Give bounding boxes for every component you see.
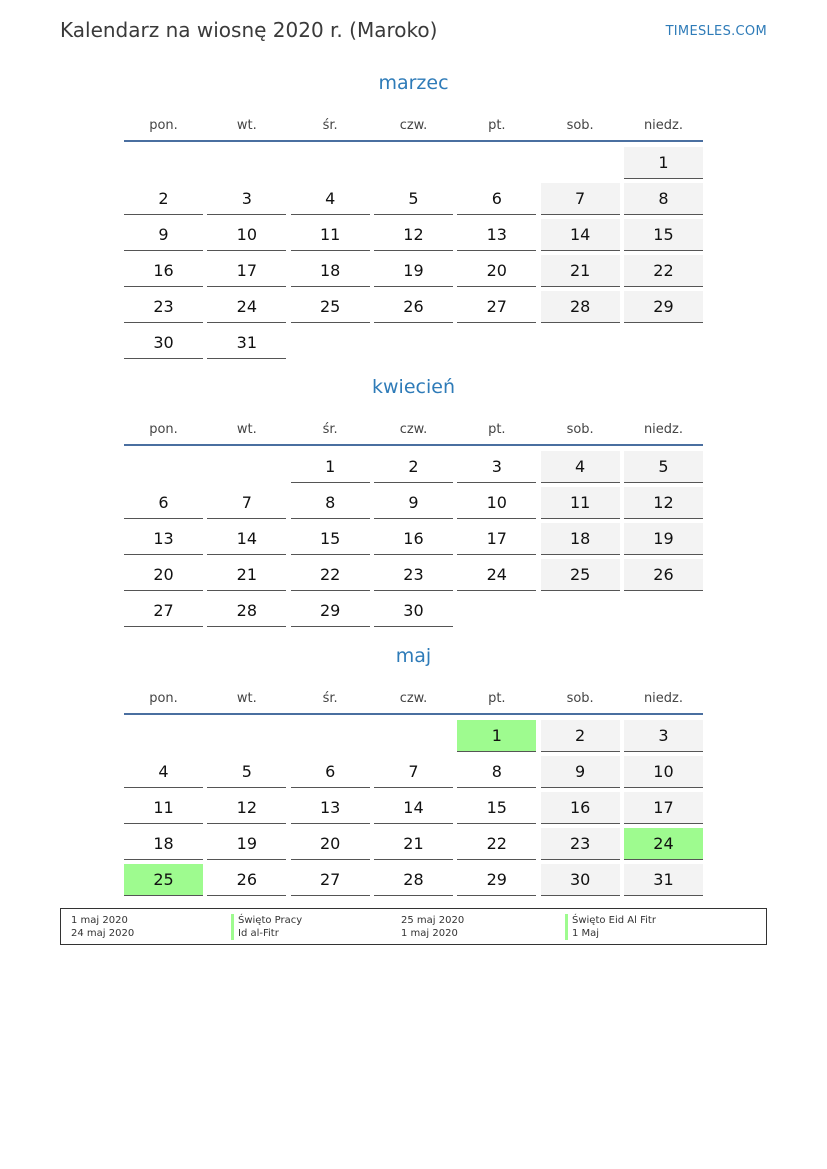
day-cell: 10 <box>624 756 703 788</box>
day-cell: 21 <box>207 559 286 591</box>
day-cell: 23 <box>374 559 453 591</box>
weekday-label: wt. <box>236 421 257 437</box>
holiday-day-cell: 24 <box>624 828 703 860</box>
weekday-label: czw. <box>399 690 428 706</box>
day-cell: 23 <box>541 828 620 860</box>
page-title: Kalendarz na wiosnę 2020 r. (Maroko) <box>60 18 438 42</box>
legend-holiday-name: Święto Eid Al Fitr <box>565 914 656 927</box>
weekday-label: pon. <box>149 421 178 437</box>
weekday-label: niedz. <box>643 690 683 706</box>
day-cell: 21 <box>374 828 453 860</box>
day-cell: 19 <box>207 828 286 860</box>
day-cell: 27 <box>457 291 536 323</box>
day-cell: 7 <box>374 756 453 788</box>
week-row <box>124 595 703 631</box>
legend-holiday-name: Id al-Fitr <box>231 927 279 940</box>
weekday-label: niedz. <box>643 421 683 437</box>
day-cell: 17 <box>624 792 703 824</box>
weekday-label: sob. <box>566 117 594 133</box>
weekday-label: pon. <box>149 690 178 706</box>
day-cell: 11 <box>541 487 620 519</box>
empty-cell <box>207 451 286 482</box>
day-cell: 26 <box>207 864 286 896</box>
day-cell: 25 <box>291 291 370 323</box>
day-cell: 20 <box>457 255 536 287</box>
empty-cell <box>541 147 620 178</box>
day-cell: 30 <box>124 327 203 359</box>
day-cell: 12 <box>374 219 453 251</box>
empty-cell <box>457 147 536 178</box>
week-row <box>124 756 703 792</box>
weekday-label: czw. <box>399 421 428 437</box>
day-cell: 4 <box>541 451 620 483</box>
empty-cell <box>124 147 203 178</box>
empty-cell <box>291 720 370 751</box>
day-cell: 5 <box>374 183 453 215</box>
week-row <box>124 720 703 756</box>
weekday-label: śr. <box>322 421 338 437</box>
empty-cell <box>207 720 286 751</box>
day-cell: 27 <box>124 595 203 627</box>
day-cell: 2 <box>541 720 620 752</box>
day-cell: 6 <box>124 487 203 519</box>
weekday-label: pt. <box>488 690 506 706</box>
day-cell: 1 <box>291 451 370 483</box>
day-cell: 28 <box>374 864 453 896</box>
week-row <box>124 219 703 255</box>
weekday-header <box>124 414 703 446</box>
day-cell: 4 <box>124 756 203 788</box>
month-title: marzec <box>378 72 449 94</box>
day-cell: 6 <box>291 756 370 788</box>
day-cell: 16 <box>374 523 453 555</box>
month-title: kwiecień <box>372 376 455 398</box>
day-cell: 8 <box>291 487 370 519</box>
weekday-label: pt. <box>488 117 506 133</box>
day-cell: 17 <box>207 255 286 287</box>
day-cell: 2 <box>374 451 453 483</box>
day-cell: 28 <box>207 595 286 627</box>
day-cell: 30 <box>541 864 620 896</box>
week-row <box>124 327 703 363</box>
day-cell: 14 <box>207 523 286 555</box>
weekday-label: wt. <box>236 117 257 133</box>
day-cell: 15 <box>624 219 703 251</box>
day-cell: 9 <box>124 219 203 251</box>
day-cell: 4 <box>291 183 370 215</box>
day-cell: 20 <box>291 828 370 860</box>
day-cell: 13 <box>291 792 370 824</box>
month-title: maj <box>395 645 432 667</box>
weekday-label: sob. <box>566 421 594 437</box>
holiday-day-cell: 1 <box>457 720 536 752</box>
holiday-day-cell: 25 <box>124 864 203 896</box>
day-cell: 24 <box>457 559 536 591</box>
weekday-header <box>124 683 703 715</box>
empty-cell <box>207 147 286 178</box>
day-cell: 31 <box>207 327 286 359</box>
day-cell: 2 <box>124 183 203 215</box>
week-row <box>124 792 703 828</box>
weekday-header <box>124 110 703 142</box>
week-row <box>124 291 703 327</box>
empty-cell <box>374 720 453 751</box>
day-cell: 10 <box>207 219 286 251</box>
day-cell: 31 <box>624 864 703 896</box>
day-cell: 16 <box>541 792 620 824</box>
day-cell: 25 <box>541 559 620 591</box>
month-april <box>124 372 703 631</box>
week-row <box>124 487 703 523</box>
day-cell: 12 <box>207 792 286 824</box>
day-grid <box>124 147 703 363</box>
day-cell: 27 <box>291 864 370 896</box>
empty-cell <box>124 451 203 482</box>
day-cell: 24 <box>207 291 286 323</box>
week-row <box>124 828 703 864</box>
legend-date: 1 maj 2020 <box>401 928 458 939</box>
day-cell: 30 <box>374 595 453 627</box>
day-cell: 13 <box>124 523 203 555</box>
day-cell: 18 <box>291 255 370 287</box>
month-may <box>124 641 703 900</box>
day-cell: 3 <box>457 451 536 483</box>
day-cell: 23 <box>124 291 203 323</box>
legend-date: 25 maj 2020 <box>401 915 465 926</box>
day-cell: 26 <box>624 559 703 591</box>
day-cell: 22 <box>624 255 703 287</box>
day-cell: 9 <box>374 487 453 519</box>
day-grid <box>124 451 703 631</box>
weekday-label: śr. <box>322 117 338 133</box>
holiday-legend <box>60 908 767 945</box>
day-cell: 3 <box>624 720 703 752</box>
week-row <box>124 183 703 219</box>
day-cell: 16 <box>124 255 203 287</box>
day-cell: 22 <box>457 828 536 860</box>
legend-date: 1 maj 2020 <box>71 915 128 926</box>
day-cell: 14 <box>374 792 453 824</box>
weekday-label: sob. <box>566 690 594 706</box>
day-cell: 18 <box>541 523 620 555</box>
day-cell: 28 <box>541 291 620 323</box>
day-cell: 29 <box>291 595 370 627</box>
day-cell: 5 <box>624 451 703 483</box>
weekday-label: pt. <box>488 421 506 437</box>
week-row <box>124 864 703 900</box>
day-cell: 7 <box>207 487 286 519</box>
empty-cell <box>374 147 453 178</box>
day-cell: 26 <box>374 291 453 323</box>
day-cell: 21 <box>541 255 620 287</box>
week-row <box>124 523 703 559</box>
day-cell: 8 <box>457 756 536 788</box>
day-cell: 20 <box>124 559 203 591</box>
day-cell: 8 <box>624 183 703 215</box>
day-cell: 19 <box>624 523 703 555</box>
day-cell: 5 <box>207 756 286 788</box>
day-cell: 10 <box>457 487 536 519</box>
legend-holiday-name: 1 Maj <box>565 927 599 940</box>
empty-cell <box>124 720 203 751</box>
day-cell: 29 <box>624 291 703 323</box>
day-cell: 1 <box>624 147 703 179</box>
day-cell: 17 <box>457 523 536 555</box>
day-cell: 12 <box>624 487 703 519</box>
day-cell: 15 <box>457 792 536 824</box>
day-cell: 19 <box>374 255 453 287</box>
weekday-label: śr. <box>322 690 338 706</box>
week-row <box>124 451 703 487</box>
legend-holiday-name: Święto Pracy <box>231 914 302 927</box>
day-cell: 9 <box>541 756 620 788</box>
day-cell: 15 <box>291 523 370 555</box>
weekday-label: niedz. <box>643 117 683 133</box>
day-cell: 22 <box>291 559 370 591</box>
month-march <box>124 68 703 363</box>
week-row <box>124 147 703 183</box>
day-cell: 7 <box>541 183 620 215</box>
day-cell: 29 <box>457 864 536 896</box>
day-cell: 3 <box>207 183 286 215</box>
week-row <box>124 255 703 291</box>
day-cell: 6 <box>457 183 536 215</box>
day-cell: 18 <box>124 828 203 860</box>
weekday-label: pon. <box>149 117 178 133</box>
day-cell: 14 <box>541 219 620 251</box>
day-cell: 13 <box>457 219 536 251</box>
day-cell: 11 <box>291 219 370 251</box>
empty-cell <box>291 147 370 178</box>
week-row <box>124 559 703 595</box>
weekday-label: wt. <box>236 690 257 706</box>
legend-date: 24 maj 2020 <box>71 928 135 939</box>
day-grid <box>124 720 703 900</box>
brand-link[interactable]: TIMESLES.COM <box>665 24 767 39</box>
day-cell: 11 <box>124 792 203 824</box>
weekday-label: czw. <box>399 117 428 133</box>
